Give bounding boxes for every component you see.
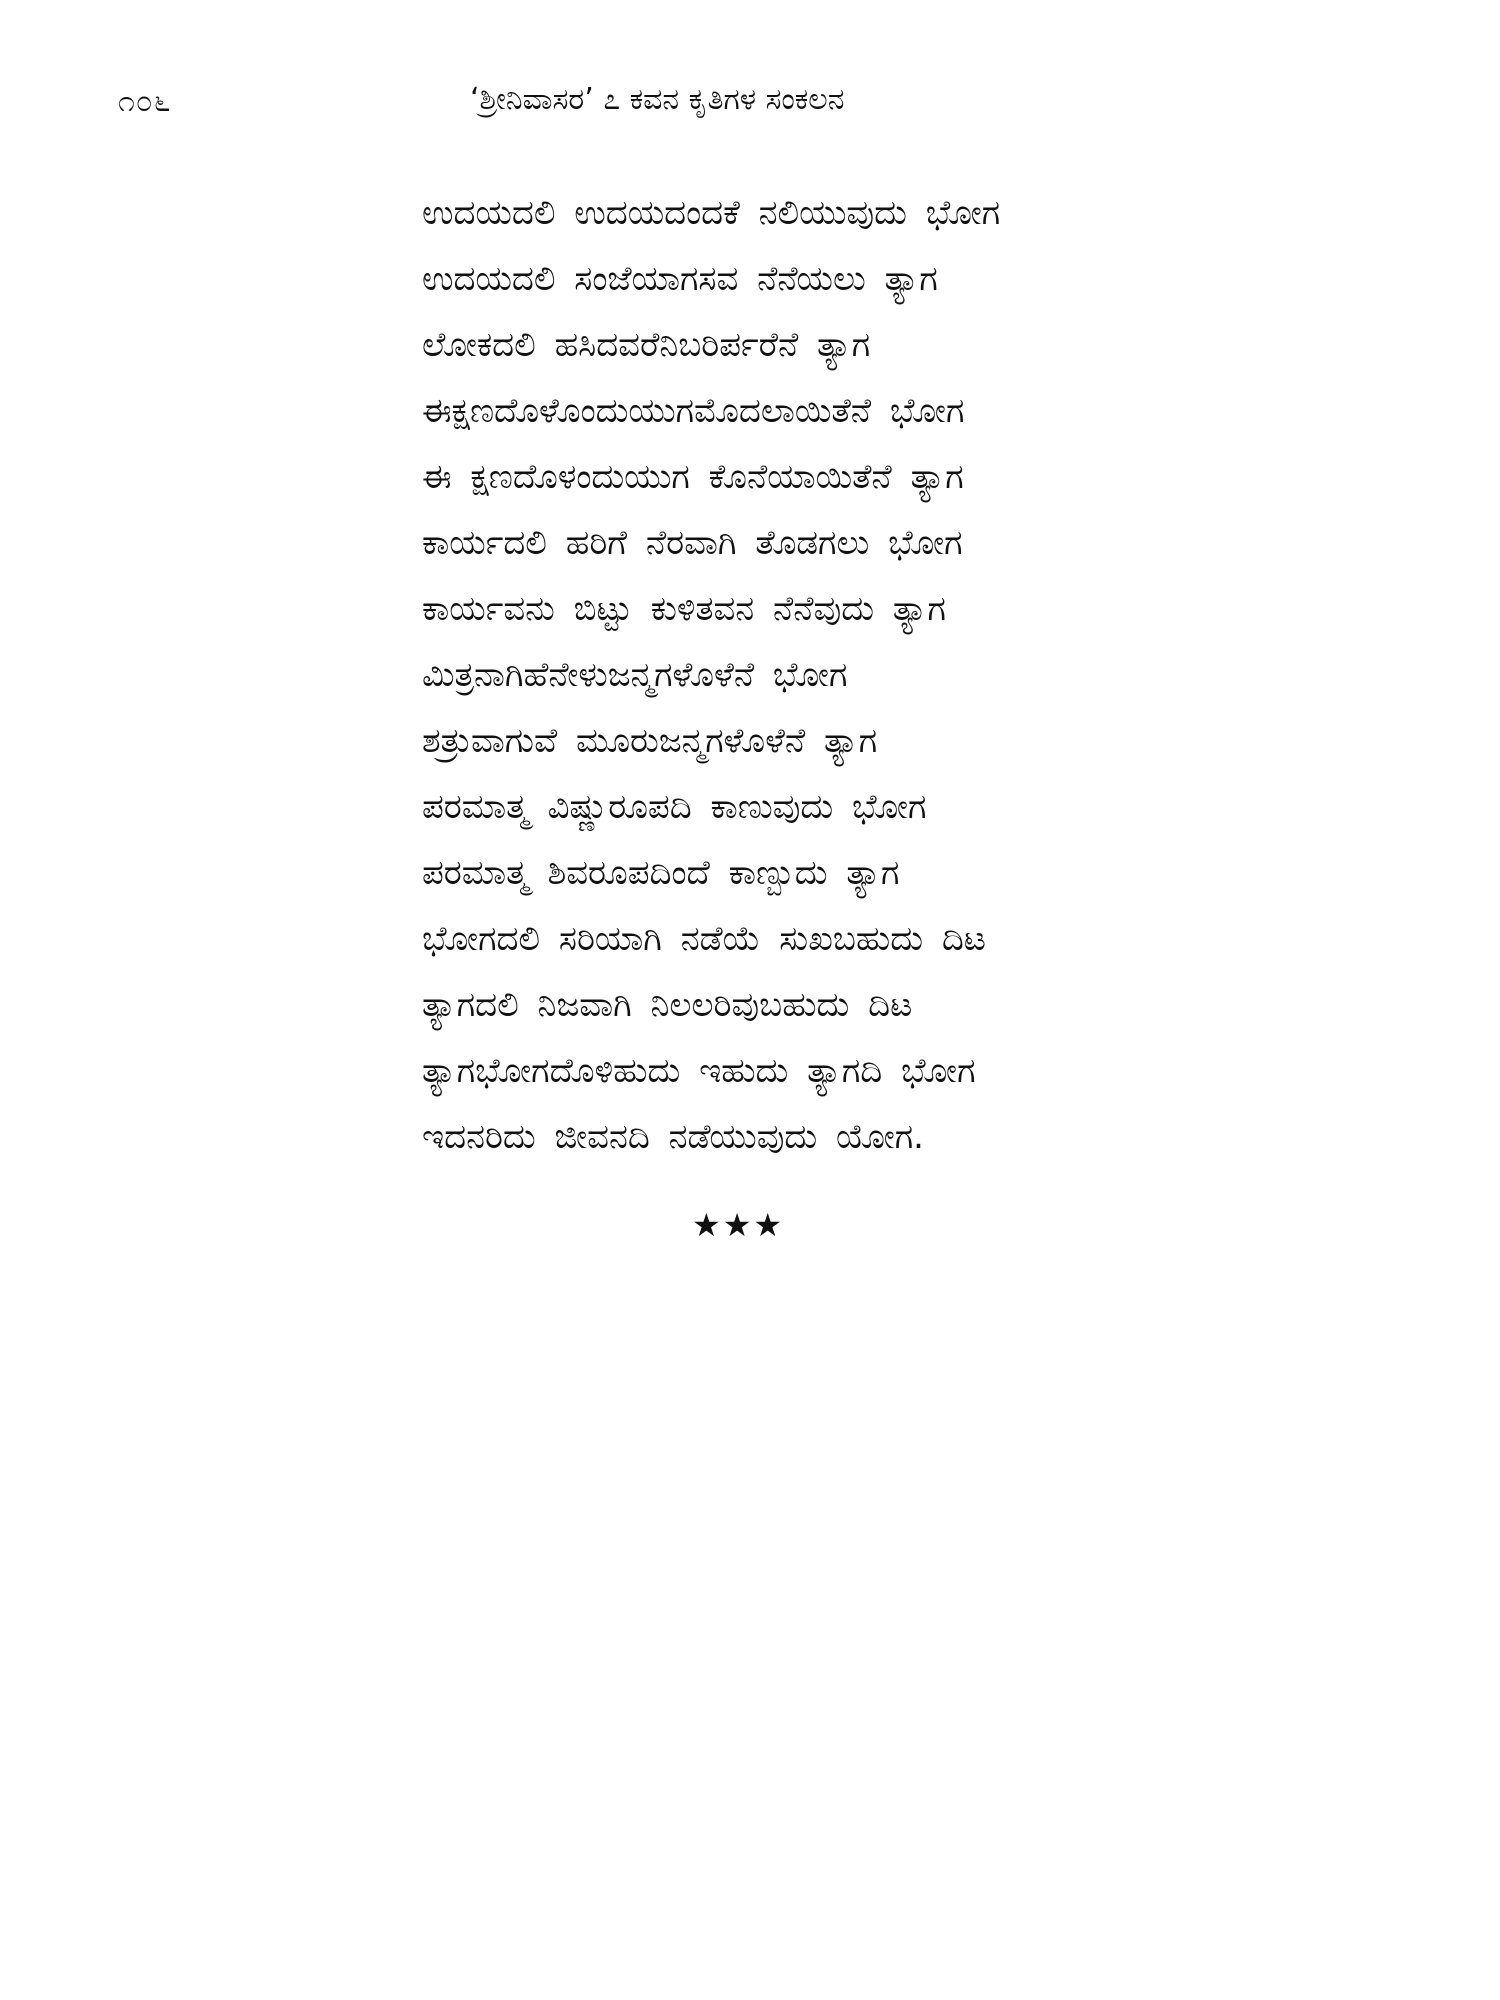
poem-line: ಈ ಕ್ಷಣದೊಳಂದುಯುಗ ಕೊನೆಯಾಯಿತೆನೆ ತ್ಯಾಗ xyxy=(422,457,964,497)
poem xyxy=(422,180,1322,1170)
poem-line: ತ್ಯಾಗದಲಿ ನಿಜವಾಗಿ ನಿಲಲರಿವುಬಹುದು ದಿಟ xyxy=(422,985,913,1025)
poem-line: ಪರಮಾತ್ಮ ವಿಷ್ಣುರೂಪದಿ ಕಾಣುವುದು ಭೋಗ xyxy=(422,787,927,827)
poem-line: ತ್ಯಾಗಭೋಗದೊಳಿಹುದು ಇಹುದು ತ್ಯಾಗದಿ ಭೋಗ xyxy=(422,1051,976,1091)
poem-line: ಶತ್ರುವಾಗುವೆ ಮೂರುಜನ್ಮಗಳೊಳೆನೆ ತ್ಯಾಗ xyxy=(422,721,878,761)
poem-line: ಪರಮಾತ್ಮ ಶಿವರೂಪದಿಂದೆ ಕಾಣ್ಬುದು ತ್ಯಾಗ xyxy=(422,853,900,893)
section-end-stars: ★★★ xyxy=(692,1206,785,1244)
poem-line: ಉದಯದಲಿ ಸಂಜೆಯಾಗಸವ ನೆನೆಯಲು ತ್ಯಾಗ xyxy=(422,259,938,299)
poem-line: ಮಿತ್ರನಾಗಿಹೆನೇಳುಜನ್ಮಗಳೊಳೆನೆ ಭೋಗ xyxy=(422,655,848,695)
page-number: ೧೦೬ xyxy=(118,84,172,119)
poem-line: ಕಾರ್ಯದಲಿ ಹರಿಗೆ ನೆರವಾಗಿ ತೊಡಗಲು ಭೋಗ xyxy=(422,523,963,563)
poem-line: ಈಕ್ಷಣದೊಳೊಂದುಯುಗಮೊದಲಾಯಿತೆನೆ ಭೋಗ xyxy=(422,391,965,431)
poem-line: ಉದಯದಲಿ ಉದಯದಂದಕೆ ನಲಿಯುವುದು ಭೋಗ xyxy=(422,193,1001,233)
running-header: ‘ಶ್ರೀನಿವಾಸರ’ ೭ ಕವನ ಕೃತಿಗಳ ಸಂಕಲನ xyxy=(470,82,845,117)
poem-line: ಭೋಗದಲಿ ಸರಿಯಾಗಿ ನಡೆಯೆ ಸುಖಬಹುದು ದಿಟ xyxy=(422,919,986,959)
poem-line: ಲೋಕದಲಿ ಹಸಿದವರೆನಿಬರಿರ್ಪರೆನೆ ತ್ಯಾಗ xyxy=(422,325,871,365)
poem-line: ಇದನರಿದು ಜೀವನದಿ ನಡೆಯುವುದು ಯೋಗ. xyxy=(422,1117,924,1157)
poem-line: ಕಾರ್ಯವನು ಬಿಟ್ಟು ಕುಳಿತವನ ನೆನೆವುದು ತ್ಯಾಗ xyxy=(422,589,946,629)
